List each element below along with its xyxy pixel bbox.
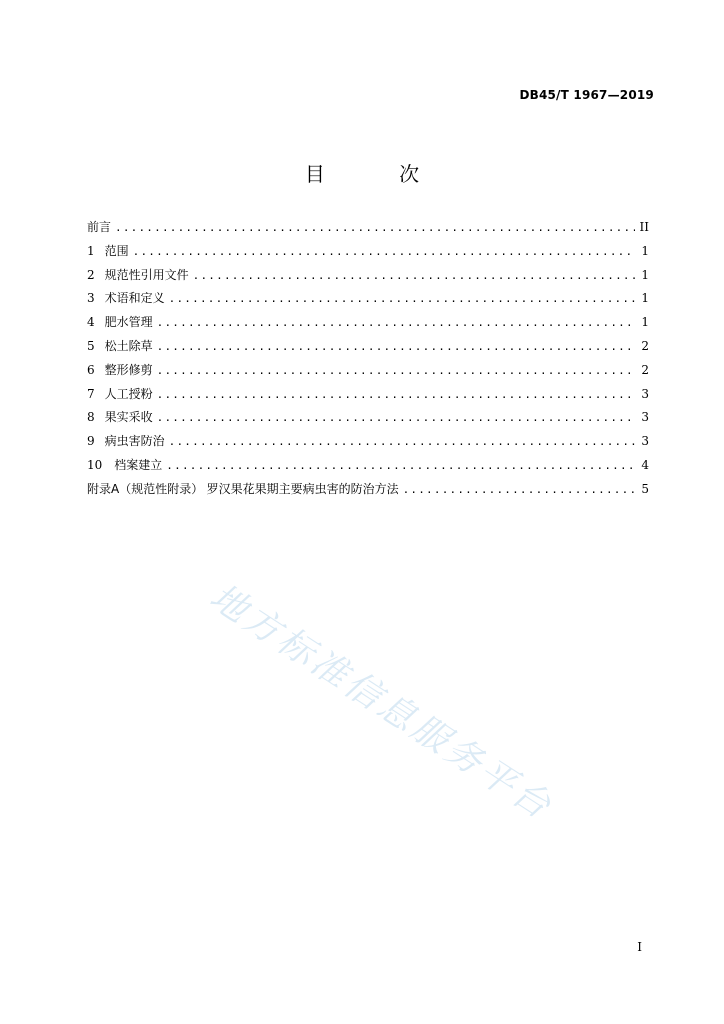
toc-item-number: 6	[87, 362, 95, 377]
toc-item-page: 2	[641, 362, 649, 377]
toc-leader-dots	[193, 264, 635, 288]
toc-item-label: 范围	[104, 243, 129, 258]
toc-leader-dots	[157, 359, 635, 383]
watermark: 地方标准信息服务平台	[202, 576, 561, 829]
toc-leader-dots	[157, 406, 635, 430]
toc-item-normative-references[interactable]	[87, 264, 649, 288]
toc-item-label: 术语和定义	[104, 291, 165, 306]
toc-leader-dots	[157, 335, 635, 359]
toc-item-appendix-a[interactable]	[87, 478, 649, 502]
toc-item-label: 病虫害防治	[104, 434, 165, 449]
toc-item-pruning[interactable]	[87, 359, 649, 383]
toc-leader-dots	[133, 240, 635, 264]
toc-item-pollination[interactable]	[87, 383, 649, 407]
toc-item-number: 7	[87, 386, 95, 401]
toc-item-page: 5	[641, 481, 649, 496]
toc-item-page: 1	[641, 243, 649, 258]
toc-leader-dots	[157, 383, 635, 407]
toc-item-harvest[interactable]	[87, 406, 649, 430]
toc-item-label: 前言	[87, 220, 112, 234]
toc-item-sublabel: 罗汉果花果期主要病虫害的防治方法	[206, 481, 399, 496]
toc-item-pest-control[interactable]	[87, 430, 649, 454]
toc-item-label: 肥水管理	[104, 315, 153, 330]
toc-leader-dots	[166, 454, 635, 478]
toc-item-label: 规范性引用文件	[104, 267, 189, 282]
toc-leader-dots	[169, 287, 635, 311]
toc-item-number: 3	[87, 291, 95, 306]
page-title: 目 次	[304, 162, 454, 186]
toc-item-label: 松土除草	[104, 338, 153, 353]
toc-item-number: 4	[87, 315, 95, 330]
toc-item-number: 1	[87, 243, 95, 258]
toc-leader-dots	[115, 216, 635, 240]
toc-item-page: 2	[641, 338, 649, 353]
toc-item-number: 2	[87, 267, 95, 282]
page-number: I	[637, 940, 642, 954]
toc-item-page: 3	[641, 386, 649, 401]
toc-item-label: 果实采收	[104, 410, 153, 425]
toc-item-page: 1	[641, 315, 649, 330]
toc-item-page: 3	[641, 434, 649, 449]
table-of-contents	[87, 216, 649, 502]
toc-item-label: 档案建立	[114, 457, 163, 472]
toc-item-page: 1	[641, 291, 649, 306]
toc-item-foreword[interactable]	[87, 216, 649, 240]
toc-item-number: 5	[87, 338, 95, 353]
toc-item-number: 10	[87, 457, 103, 472]
toc-item-scope[interactable]	[87, 240, 649, 264]
toc-item-weeding[interactable]	[87, 335, 649, 359]
toc-item-terms-definitions[interactable]	[87, 287, 649, 311]
toc-leader-dots	[169, 430, 635, 454]
toc-item-fertilizer-water[interactable]	[87, 311, 649, 335]
toc-item-page: 1	[641, 267, 649, 282]
toc-item-label: 人工授粉	[104, 386, 153, 401]
toc-leader-dots	[403, 478, 635, 502]
toc-item-number: 8	[87, 410, 95, 425]
toc-item-label: 附录A（规范性附录）	[87, 481, 204, 496]
toc-item-page: II	[639, 220, 649, 234]
toc-item-number: 9	[87, 434, 95, 449]
toc-item-label: 整形修剪	[104, 362, 153, 377]
toc-item-page: 3	[641, 410, 649, 425]
toc-item-page: 4	[641, 457, 649, 472]
standard-code: DB45/T 1967—2019	[519, 88, 654, 102]
toc-leader-dots	[157, 311, 635, 335]
toc-item-records[interactable]	[87, 454, 649, 478]
